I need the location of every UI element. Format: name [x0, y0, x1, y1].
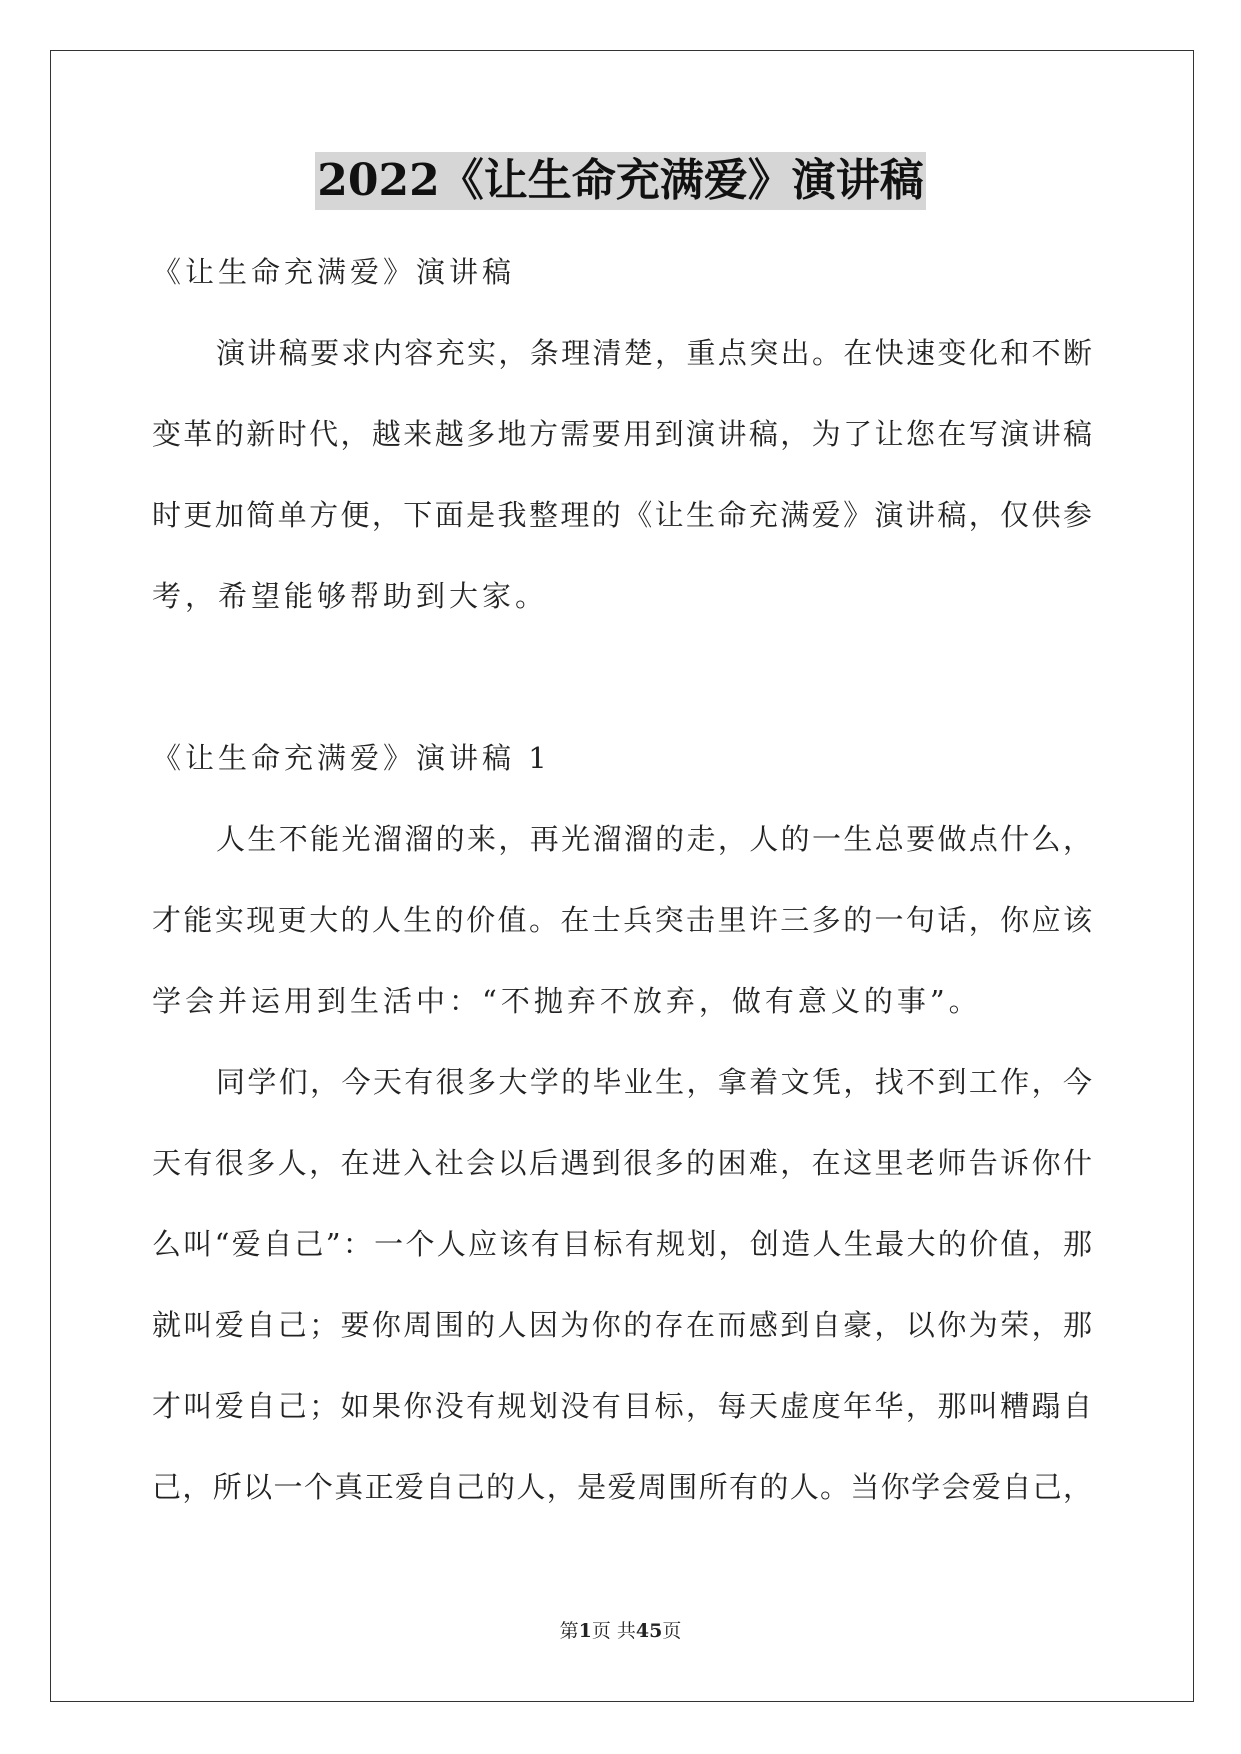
section-heading: 《让生命充满爱》演讲稿 1 [152, 741, 551, 775]
intro-line: 考，希望能够帮助到大家。 [152, 579, 549, 613]
paragraph-line: 才能实现更大的人生的价值。在士兵突击里许三多的一句话，你应该 [152, 903, 1092, 937]
paragraph-line: 天有很多人，在进入社会以后遇到很多的困难，在这里老师告诉你什 [152, 1146, 1092, 1180]
footer-mid: 页 共 [591, 1620, 636, 1642]
paragraph-line: 么叫“爱自己”：一个人应该有目标有规划，创造人生最大的价值，那 [152, 1227, 1092, 1261]
current-page-number: 1 [578, 1620, 592, 1642]
intro-line: 演讲稿要求内容充实，条理清楚，重点突出。在快速变化和不断 [216, 336, 1092, 370]
paragraph-line: 才叫爱自己；如果你没有规划没有目标，每天虚度年华，那叫糟蹋自 [152, 1389, 1092, 1423]
subtitle: 《让生命充满爱》演讲稿 [152, 255, 516, 289]
document-body [152, 232, 1092, 1528]
paragraph-gap [152, 637, 1092, 718]
footer-suffix: 页 [662, 1620, 682, 1642]
document-title: 2022《让生命充满爱》演讲稿 [315, 152, 925, 210]
paragraph-line: 己，所以一个真正爱自己的人，是爱周围所有的人。当你学会爱自己， [152, 1470, 1092, 1504]
footer-prefix: 第 [559, 1620, 579, 1642]
page-footer [0, 1616, 1241, 1643]
title-block [0, 152, 1241, 210]
paragraph-line: 同学们，今天有很多大学的毕业生，拿着文凭，找不到工作，今 [216, 1065, 1092, 1099]
intro-line: 变革的新时代，越来越多地方需要用到演讲稿，为了让您在写演讲稿 [152, 417, 1092, 451]
paragraph-line: 就叫爱自己；要你周围的人因为你的存在而感到自豪，以你为荣，那 [152, 1308, 1092, 1342]
paragraph-line: 人生不能光溜溜的来，再光溜溜的走，人的一生总要做点什么， [216, 822, 1092, 856]
total-page-count: 45 [635, 1620, 663, 1642]
intro-line: 时更加简单方便，下面是我整理的《让生命充满爱》演讲稿，仅供参 [152, 498, 1092, 532]
paragraph-line: 学会并运用到生活中：“不抛弃不放弃，做有意义的事”。 [152, 984, 982, 1018]
